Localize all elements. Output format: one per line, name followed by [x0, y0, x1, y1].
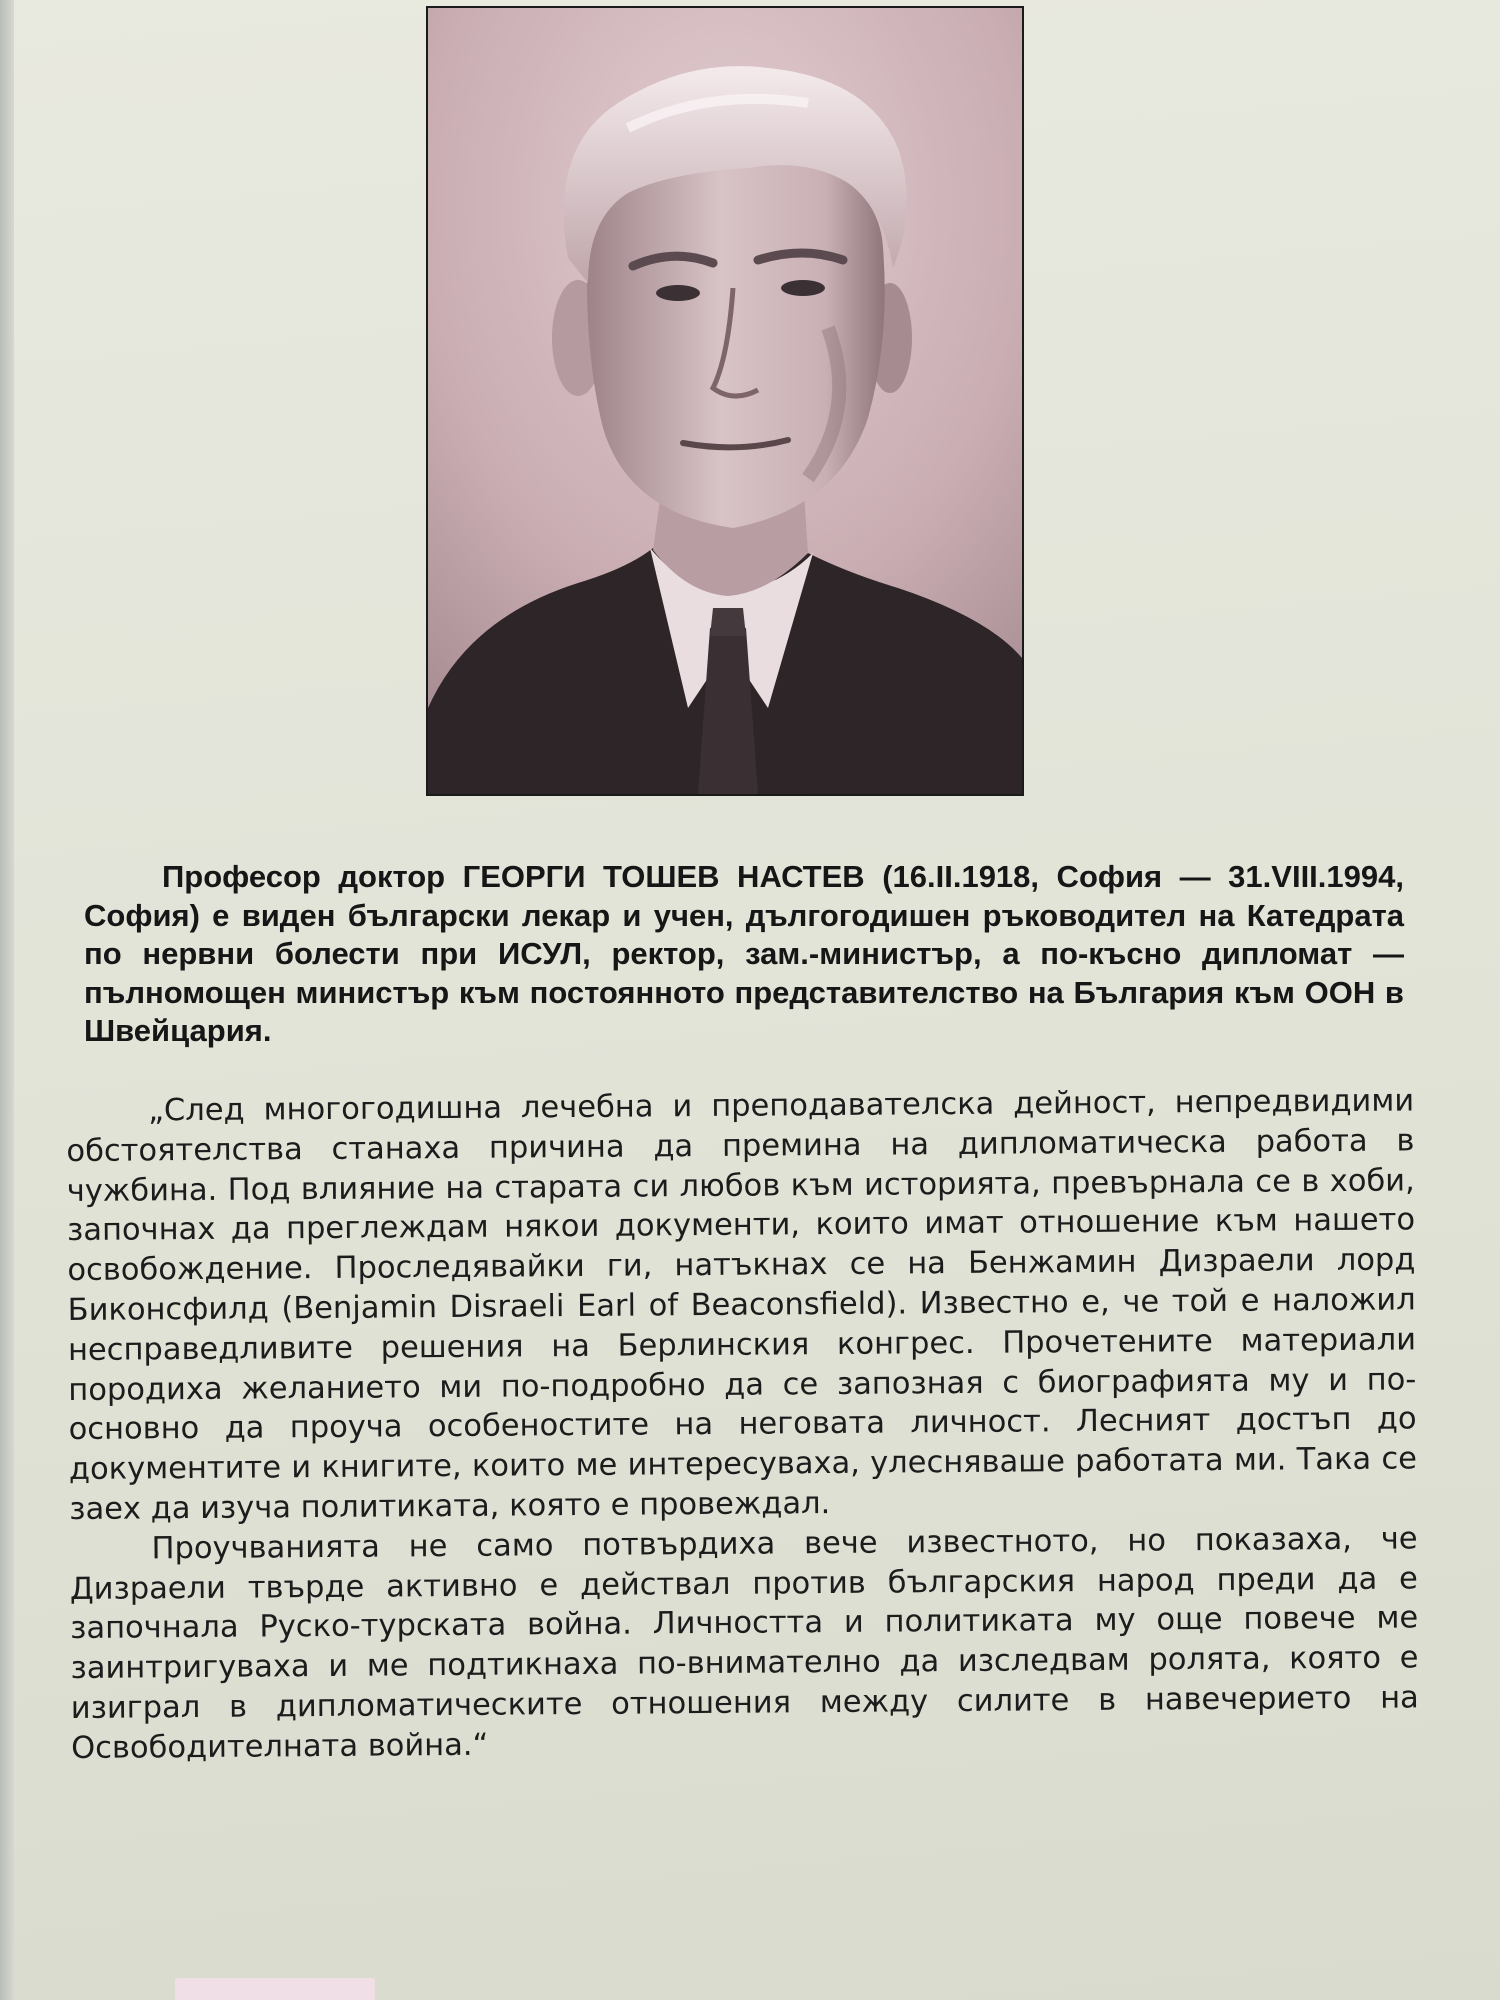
memoir-quote	[66, 1081, 1419, 1768]
page-edge	[0, 0, 14, 2000]
quote-paragraph-2: Проучванията не само потвърдиха вече известното, но показаха, че Дизраели твърде активно е действал против българския народ преди да е започнала Руско-турската война. Личността и политиката му още повече ме заинтригуваха и ме подтикнаха по-внимателно да изследвам ролята, която е изиграл в дипломатическите отношения между силите в навечерието на Освободителната война.“	[69, 1521, 1419, 1766]
portrait-photo	[426, 6, 1024, 796]
portrait-illustration	[428, 8, 1022, 794]
biography-paragraph: Професор доктор ГЕОРГИ ТОШЕВ НАСТЕВ (16.II.1918, София — 31.VIII.1994, София) е виден български лекар и учен, дългогодишен ръководител на Катедрата по нервни болести при ИСУЛ, ректор, зам.-министър, а по-късно дипломат — пълномощен министър към постоянното представителство на България към ООН в Швейцария.	[84, 859, 1404, 1048]
quote-paragraph-1: „След многогодишна лечебна и преподавателска дейност, непредвидими обстоятелства станаха причина да премина на дипломатическа работа в чужбина. Под влияние на старата си любов към историята, превърнала се в хоби, започнах да преглеждам някои документи, които имат отношение към нашето освобождение. Проследявайки ги, натъкнах се на Бенжамин Дизраели лорд Биконсфилд (Benjamin Disraeli Earl of Beaconsfield). Известно е, че той е наложил несправедливите решения на Берлинския конгрес. Прочетените материали породиха желанието ми по-подробно да се запозная с биографията му и по-основно да проуча особеностите на неговата личност. Лесният достъп до документите и книгите, които ме интересуваха, улесняваше работата ми. Така се заех да изуча политиката, която е провеждал.	[66, 1083, 1418, 1527]
next-page-edge	[175, 1978, 375, 2000]
